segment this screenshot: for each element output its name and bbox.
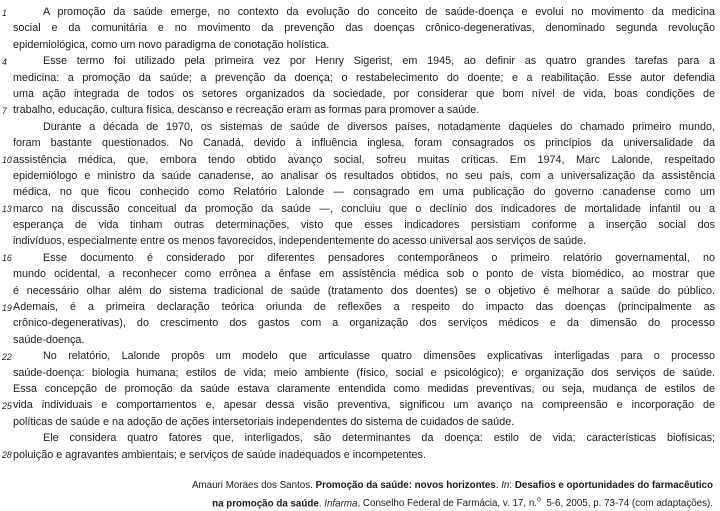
line-text: é necessário olhar além do sistema tradicional de saúde (tratamento dos doentes) se o objetivo é melhorar a saúde do público. [13,284,715,297]
line-text: assistência médica, que, embora tendo obtido avanço social, sofreu muitas críticas. Em 1974, Marc Lalonde, respeitado [13,153,715,166]
citation-segment: . [495,479,502,491]
text-line [13,381,715,397]
citation-segment: , Conselho Federal de Farmácia, v. 17, n.$^o$ 5-6, 2005, p. 73-74 (com adaptações). [357,496,713,510]
line-text: foram bastante questionados. No Canadá, devido à influência inglesa, foram consagrados os princípios da universalidade da [13,137,715,150]
line-text: indivíduos, especialmente entre os menos favorecidos, independentemente do acesso universal aos serviços de saúde. [13,235,587,248]
line-text: Durante a década de 1970, os sistemas de saúde de diversos países, notadamente daqueles do chamado primeiro mundo, [43,120,715,133]
line-text: Esse documento é considerado por diferentes pensadores contemporâneos o primeiro relatório governamental, no [43,251,715,264]
citation-line [0,493,713,511]
line-text: médica, no que ficou conhecido como Relatório Lalonde — consagrado em uma publicação do governo canadense como um [13,186,715,199]
line-text: poluição e agravantes ambientais; e serviços de saúde inadequados e incompetentes. [13,448,426,461]
text-line [13,184,715,200]
text-line [13,283,715,299]
line-text: políticas de saúde e na adoção de ações intersetoriais independentes do sistema de cuidados de saúde. [13,415,515,428]
line-number: 10 [2,155,12,166]
line-text: Ademais, é a primeira declaração teórica oriunda de reflexões a respeito do impacto das doenças (principalmente as [13,301,715,314]
text-line [13,217,715,233]
text-line [2,4,715,20]
line-text: saúde-doença. [13,333,85,346]
line-number: 25 [2,400,12,411]
line-number: 28 [2,450,12,461]
citation-segment: : [509,479,515,491]
citation-segment: In [501,479,510,491]
citation-line [0,478,713,493]
citation-segment: Desafios e oportunidades do farmacêutico [514,479,713,491]
line-text: Ele considera quatro fatores que, interligados, são determinantes da doença: estilo de vida; características biofísicas; [43,432,715,445]
line-number: 1 [2,7,7,18]
line-text: Esse termo foi utilizado pela primeira vez por Henry Sigerist, em 1945, ao definir as quatro grandes tarefas para a [43,55,715,68]
line-number: 16 [2,253,12,264]
citation [0,478,713,511]
line-number: 13 [2,204,12,215]
text-line [13,20,715,36]
line-text: saúde-doença: biologia humana; estilos de vida; meio ambiente (físico, social e psicológico); e organização dos serviços de saúde. [13,366,715,379]
text-line [13,233,715,249]
text-line [13,168,715,184]
text-line [2,53,715,69]
text-line [13,315,715,331]
text-line [13,332,715,348]
text-line [13,365,715,381]
line-text: uma ação integrada de todos os setores organizados da sociedade, por considerar que bom nível de vida, boas condições de [13,87,715,100]
line-number: 7 [2,105,7,116]
text-line [13,37,715,53]
citation-segment: Promoção da saúde: novos horizontes [315,479,496,491]
line-text: mundo ocidental, a reconhecer como errônea a ênfase em assistência médica sob o ponto de vista biomédico, ao mostrar que [13,268,715,281]
text-line [13,430,715,446]
text-line [2,250,715,266]
text-line [2,447,715,463]
text-line [2,152,715,168]
line-number: 4 [2,56,7,67]
text-line [2,397,715,413]
line-text: crônico-degenerativas), do crescimento dos gastos com a organização dos serviços médicos e da dimensão do processo [13,317,715,330]
line-text: medicina: a promoção da saúde; a prevenção da doença; o restabelecimento do doente; e a reabilitação. Esse autor defendia [13,71,715,84]
citation-segment: Amauri Moraes dos Santos. [191,479,316,491]
line-text: No relatório, Lalonde propôs um modelo que articulasse quatro dimensões explicativas interligadas para o processo [43,350,715,363]
text-line [13,86,715,102]
line-text: A promoção da saúde emerge, no contexto da evolução do conceito de saúde-doença e evolui no movimento da medicina [43,6,715,18]
line-text: social e da comunitária e no movimento da prevenção das doenças crônico-degenerativas, denominado segunda revolução [13,22,715,35]
line-text: esperança de vida tinham outras determinações, visto que esses indicadores persistiam conforme a inserção social dos [13,219,715,232]
line-number: 22 [2,351,12,362]
line-text: marco na discussão conceitual da promoção da saúde —, concluiu que o declínio dos indicadores de mortalidade infantil ou a [13,202,715,215]
text-line [2,201,715,217]
citation-segment: . [318,498,325,510]
line-text: epidemiológica, como um novo paradigma de conotação holística. [13,38,330,51]
text-line [13,70,715,86]
line-text: vida individuais e comportamentos e, apesar dessa visão preventiva, significou um avanço na compreensão e incorporação de [13,399,715,412]
text-line [13,135,715,151]
citation-segment: na promoção da saúde [212,498,319,510]
text-line [13,414,715,430]
line-text: trabalho, educação, cultura física, descanso e recreação eram as formas para promover a saúde. [13,104,480,117]
text-line [13,266,715,282]
line-text: epidemiólogo e ministro da saúde canadense, ao analisar os resultados obtidos, no seu país, com a universalização da assistência [13,169,715,182]
line-text: Essa concepção de promoção da saúde estava claramente entendida como medidas preventivas, ou seja, mudança de estilos de [13,382,715,395]
text-line [2,102,715,118]
line-number: 19 [2,302,12,313]
text-line [13,119,715,135]
text-line [2,348,715,364]
text-line [2,299,715,315]
citation-segment: Infarma [324,498,358,510]
